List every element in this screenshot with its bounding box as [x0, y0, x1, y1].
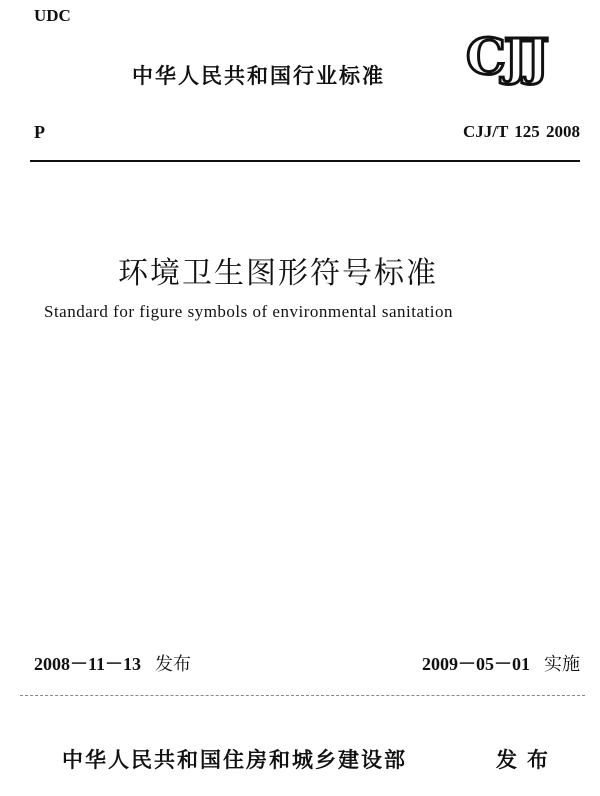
- document-title-chinese: 环境卫生图形符号标准: [118, 256, 438, 291]
- cjj-logo: CJJ: [466, 27, 548, 86]
- header-divider: [30, 160, 580, 162]
- issuing-authority: 中华人民共和国住房和城乡建设部: [62, 748, 407, 772]
- category-code: P: [34, 122, 45, 142]
- publish-date-group: [34, 650, 191, 676]
- document-title-english: Standard for figure symbols of environmental sanitation: [44, 302, 453, 321]
- industry-standard-title: 中华人民共和国行业标准: [132, 64, 385, 88]
- effective-label: 实施: [544, 654, 580, 675]
- issue-label: 发布: [496, 748, 558, 772]
- publish-date: 2008－11－13: [34, 654, 142, 674]
- footer-divider: [20, 695, 585, 696]
- publish-label: 发布: [155, 654, 192, 675]
- effective-date: 2009－05－01: [422, 654, 530, 674]
- udc-label: UDC: [34, 6, 71, 25]
- effective-date-group: [422, 650, 580, 676]
- standard-number: CJJ/T 125 2008: [462, 122, 580, 141]
